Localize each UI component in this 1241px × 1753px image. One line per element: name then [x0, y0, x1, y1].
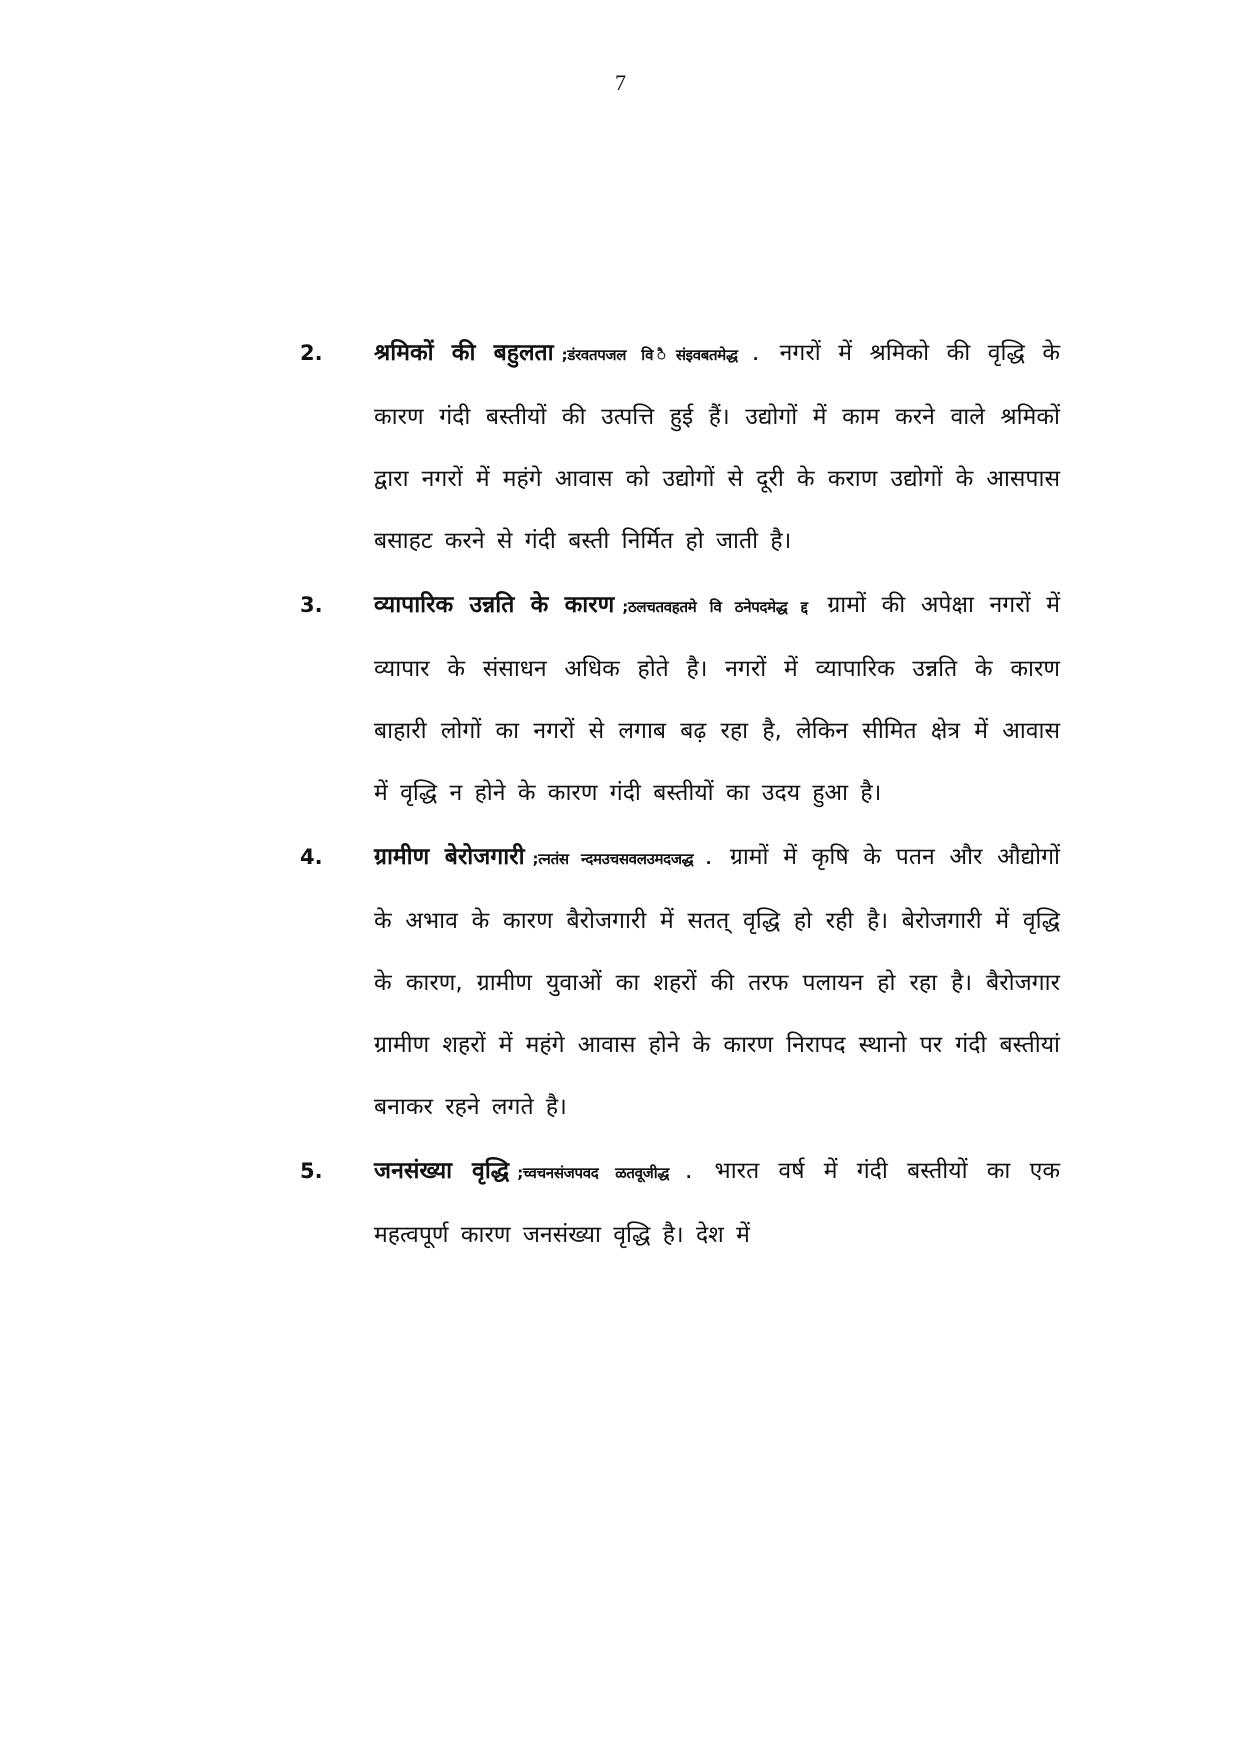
- item-number: 2.: [300, 341, 323, 365]
- item-heading-transliteration: ;ठलचतवहतमे वि ठनेपदमेद्ध द्द: [622, 598, 808, 616]
- item-heading: श्रमिकों की बहुलता: [374, 340, 554, 366]
- item-paragraph: [374, 574, 1060, 824]
- list-item: [300, 574, 1060, 824]
- item-paragraph: [374, 1140, 1060, 1266]
- item-text: नगरों में श्रमिको की वृद्धि के कारण गंदी बस्तीयों की उत्पत्ति हुई हैं। उद्योगों में काम करने वाले श्रमिकों द्वारा नगरों में महंगे आवास को उद्योगों से दूरी के कराण उद्योगों के आसपास बसाहट करने से गंदी बस्ती निर्मित हो जाती है।: [374, 340, 1061, 554]
- list-item: [300, 322, 1060, 572]
- item-paragraph: [374, 322, 1060, 572]
- item-text: ग्रामों में कृषि के पतन और औद्योगों के अभाव के कारण बैरोजगारी में सतत् वृद्धि हो रही है। बेरोजगारी में वृद्धि के कारण, ग्रामीण युवाओं का शहरों की तरफ पलायन हो रहा है। बैरोजगार ग्रामीण शहरों में महंगे आवास होने के कारण निरापद स्थानो पर गंदी बस्तीयां बनाकर रहने लगते है।: [374, 844, 1061, 1120]
- item-text: ग्रामों की अपेक्षा नगरों में व्यापार के संसाधन अधिक होते है। नगरों में व्यापारिक उन्नति के कारण बाहारी लोगों का नगरों से लगाब बढ़ रहा है, लेकिन सीमित क्षेत्र में आवास में वृद्धि न होने के कारण गंदी बस्तीयों का उदय हुआ है।: [374, 592, 1061, 806]
- item-number: 5.: [300, 1159, 323, 1183]
- item-heading: जनसंख्या वृद्धि: [374, 1158, 510, 1184]
- item-text: भारत वर्ष में गंदी बस्तीयों का एक महत्वपूर्ण कारण जनसंख्या वृद्धि है। देश में: [374, 1158, 1060, 1248]
- page-number: 7: [615, 70, 626, 95]
- list-item: [300, 826, 1060, 1138]
- item-heading: व्यापारिक उन्नति के कारण: [374, 592, 615, 618]
- item-heading: ग्रामीण बेरोजगारी: [374, 844, 525, 870]
- list-item: [300, 1140, 1060, 1266]
- item-heading-transliteration: ;च्वचनसंजपवद ळतवूजीद्ध .: [517, 1164, 692, 1182]
- item-paragraph: [374, 826, 1060, 1138]
- item-heading-transliteration: ;डंरवतपजल वि ैसंइवबतमेद्ध .: [561, 346, 759, 364]
- document-body: [300, 322, 1060, 1266]
- item-number: 4.: [300, 845, 323, 869]
- item-number: 3.: [300, 593, 323, 617]
- item-heading-transliteration: ;त्नतंस न्दमउचसवलउमदजद्ध .: [532, 850, 712, 868]
